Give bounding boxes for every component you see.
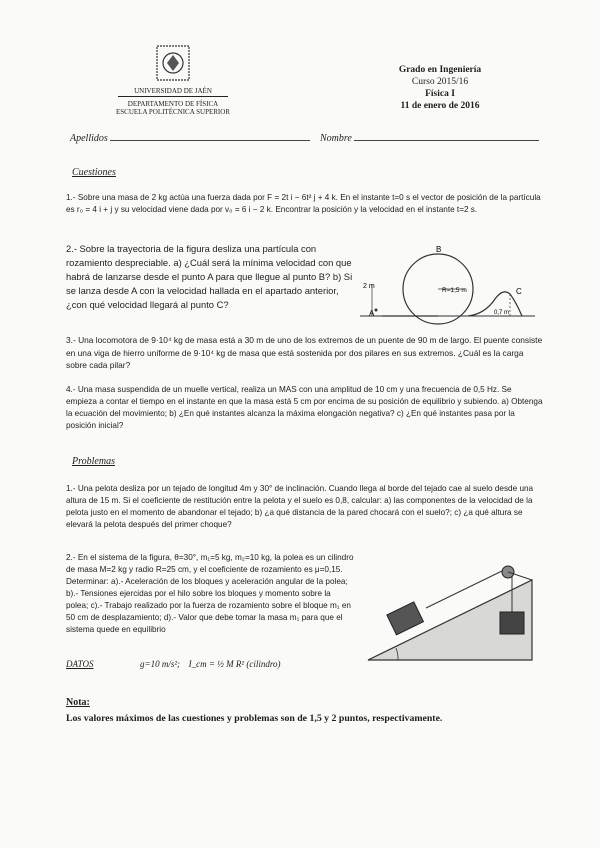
data-row — [66, 658, 366, 670]
label-07m: 0,7 m — [494, 310, 510, 316]
question-3: 3.- Una locomotora de 9·10⁴ kg de masa está a 30 m de uno de los extremos de un puente de 90 m de largo. El puente consiste en una viga de hierro uniforme de 9·10⁴ kg de masa que está sostenida por dos pilares en sus extremos. ¿Cuál es la carga sobre cada pilar? — [66, 335, 543, 370]
problems-title: Problemas — [72, 456, 115, 467]
exam-date: 11 de enero de 2016 — [400, 101, 480, 111]
incline-figure — [362, 556, 542, 668]
problem-1: 1.- Una pelota desliza por un tejado de longitud 4m y 30° de inclinación. Cuando llega al borde del tejado cae al suelo desde una altura de 15 m. Si el coeficiente de restitución entre la pelota y el suelo es 0,8, calcular: a) las componentes de la velocidad de la pelota justo en el momento de abandonar el tejado; b) ¿a qué distancia de la pared chocará con el suelo?; c) ¿a qué altura se elevará la pelota después del primer choque? — [66, 484, 534, 529]
name-field[interactable] — [320, 133, 539, 144]
name-line — [354, 140, 539, 141]
school-name: ESCUELA POLITÉCNICA SUPERIOR — [116, 108, 230, 116]
note-text: Los valores máximos de las cuestiones y problemas son de 1,5 y 2 puntos, respectivamente. — [66, 713, 443, 724]
surname-field[interactable] — [70, 133, 310, 144]
header-rule — [118, 96, 228, 97]
degree: Grado en Ingeniería — [398, 65, 482, 75]
question-1: 1.- Sobre una masa de 2 kg actúa una fuerza dada por F = 2t i − 6t² j + 4 k. En el instante t=0 s el vector de posición de la partícula es r₀ = 4 i + j y su velocidad viene dada por v₀ = 6 i − 2 k. Encontrar la posición y la velocidad en el instante t=2 s. — [66, 193, 541, 214]
surname-line — [110, 140, 310, 141]
university-name: UNIVERSIDAD DE JAÉN — [134, 87, 212, 95]
label-2m: 2 m — [363, 283, 375, 290]
department-name: DEPARTAMENTO DE FÍSICA — [127, 100, 219, 108]
label-c: C — [516, 287, 522, 296]
name-label: Nombre — [320, 133, 352, 144]
university-logo — [155, 44, 191, 82]
course: Curso 2015/16 — [411, 77, 469, 87]
block-m1 — [387, 602, 424, 635]
block-m2 — [500, 612, 524, 634]
loop-figure — [360, 244, 540, 328]
label-b: B — [436, 245, 442, 254]
question-2: 2.- Sobre la trayectoria de la figura desliza una partícula con rozamiento despreciable. a) ¿Cuál será la mínima velocidad con que habrá de lanzarse desde el punto A para que llegue al punto B? b) Si se lanza desde A con la velocidad hallada en el apartado anterior, ¿con qué velocidad llegará al punto C? — [66, 243, 353, 310]
questions-title: Cuestiones — [72, 167, 116, 178]
surname-label: Apellidos — [70, 133, 108, 144]
data-label: DATOS — [66, 659, 94, 669]
data-gravity: g=10 m/s²; — [140, 659, 181, 669]
subject: Física I — [425, 89, 455, 99]
problem-2: 2.- En el sistema de la figura, θ=30°, m₁=5 kg, m₂=10 kg, la polea es un cilindro de masa M=2 kg y radio R=25 cm, y el coeficiente de rozamiento es μ=0,15. Determinar: a).- Aceleración de los bloques y aceleración angular de la polea; b).- Tensiones ejercidas por el hilo sobre los bloques y momento sobre la polea; c).- Trabajo realizado por la fuerza de rozamiento sobre el bloque m₁ en 50 cm de desplazamiento; d).- Valor que debe tomar la masa m₁ para que el sistema quede en equilibrio — [66, 553, 354, 634]
data-inertia: I_cm = ½ M R² (cilindro) — [188, 659, 281, 669]
question-4: 4.- Una masa suspendida de un muelle vertical, realiza un MAS con una amplitud de 10 cm y una frecuencia de 0,5 Hz. Se empieza a contar el tiempo en el instante en que la masa está 5 cm por encima de su posición de equilibrio y subiendo. a) Obtenga la ecuación del movimiento; b) ¿En qué instantes alcanza la máxima elongación negativa? c) ¿En qué instantes pasa por la posición inicial? — [66, 385, 543, 430]
label-a: A — [369, 309, 375, 318]
note-title: Nota: — [66, 697, 90, 708]
label-radius: R=1,5 m — [442, 287, 467, 294]
